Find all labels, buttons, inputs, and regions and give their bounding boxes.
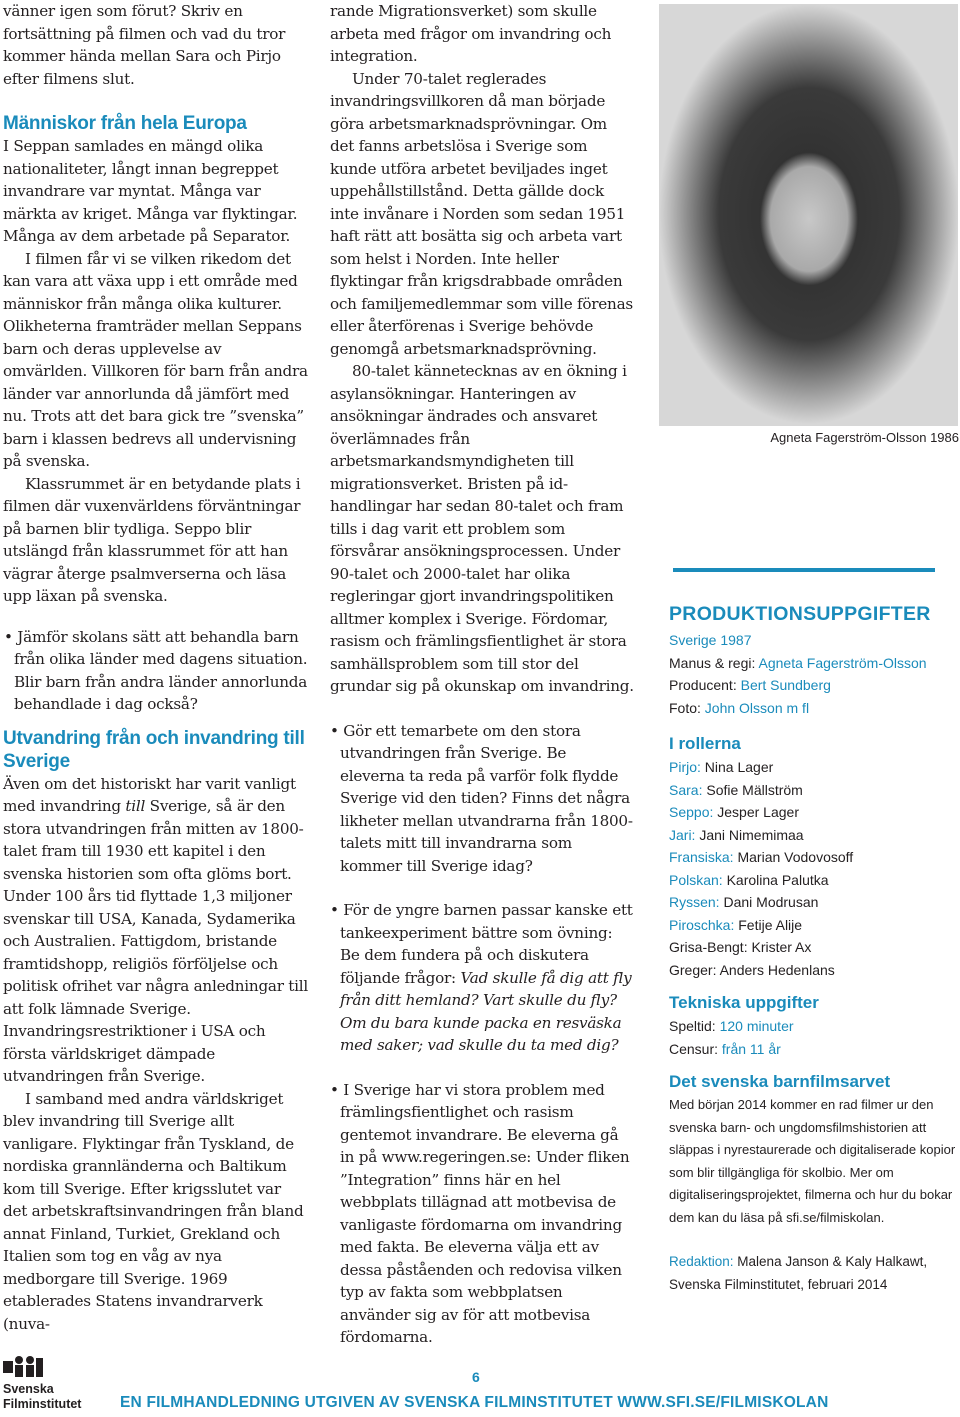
logo-line: Filminstitutet bbox=[3, 1397, 82, 1411]
cast-line: Polskan: Karolina Palutka bbox=[669, 871, 829, 888]
cast-line: Greger: Anders Hedenlans bbox=[669, 961, 835, 978]
paragraph: Klassrummet är en betydande plats i filmen där vuxenvärldens förväntningar på barnen blir tydliga. Seppo blir utslängd från klassrummet för att han vägrar återge psalmverserna och läsa upp läxan på svenska. bbox=[3, 474, 301, 605]
cast-heading: I rollerna bbox=[669, 734, 741, 753]
logo-mark-icon bbox=[3, 1355, 43, 1379]
paragraph: I filmen får vi se vilken rikedom det kan vara att växa upp i ett område med människor från många olika kulturer. Olikheterna framträder mellan Seppans barn och deras upplevelse av omvärlden. Villkoren för barn från andra länder var annorlunda då jämfört med nu. Trots att det bara gick tre ”svenska” barn i klassen bedrevs all undervisning på svenska. bbox=[3, 249, 308, 470]
archive-text: Med början 2014 kommer en rad filmer ur den svenska barn- och ungdomsfilmshistorien att släppas i nyrestaurerade och digitaliserade kopior som blir tillgängliga för skolbio. Mer om digitaliseringsprojektet, filmerna och hur du bokar dem kan du läsa på sfi.se/filmiskolan. bbox=[669, 1097, 956, 1225]
cast-line: Jari: Jani Nimemimaa bbox=[669, 826, 804, 843]
column-2 bbox=[330, 0, 635, 1349]
production-details bbox=[669, 629, 959, 1296]
technical-line: Censur: från 11 år bbox=[669, 1040, 781, 1057]
production-line: Manus & regi: Agneta Fagerström-Olsson bbox=[669, 654, 927, 671]
cast-line: Fransiska: Marian Vodovosoff bbox=[669, 849, 854, 865]
paragraph: I Seppan samlades en mängd olika nationaliteter, långt innan begreppet invandrare var myntat. Många var märkta av kriget. Många var flyktingar. Många av dem arbetade på Separator. bbox=[3, 137, 298, 245]
paragraph: I samband med andra världskriget blev invandring till Sverige allt vanligare. Flyktingar från Tyskland, de nordiska grannländerna och Baltikum kom till Sverige. Efter krigsslutet var det arbetskraftsinvandringen från bland annat Finland, Turkiet, Grekland och Italien som tog en våg av nya medborgare till Sverige. 1969 etablerades Statens invandrarverk (nuva- bbox=[3, 1089, 304, 1333]
discussion-bullet: • I Sverige har vi stora problem med främlingsfientlighet och rasism gentemot invandrare. Be eleverna gå in på www.regeringen.se: Under fliken ”Integration” finns här en hel webbplats tillägnad att motbevisa de vanligaste fördomarna om invandring med fakta. Be eleverna välja ett av dessa påståenden och redovisa vilken typ av fakta som webbplatsen använder sig av för att motbevisa fördomarna. bbox=[330, 1079, 635, 1349]
cast-line: Pirjo: Nina Lager bbox=[669, 759, 774, 775]
column-1 bbox=[3, 0, 308, 1335]
section-heading-europa: Människor från hela Europa bbox=[3, 113, 247, 134]
portrait-photo bbox=[659, 4, 958, 426]
discussion-bullet: • Gör ett temarbete om den stora utvandringen från Sverige. Be eleverna ta reda på varför folk flydde Sverige vid den tiden? Finns det några likheter mellan utvandrarna från 1800-talets mitt till invandrarna som kommer till Sverige idag? bbox=[330, 720, 635, 878]
editorial-credit: Redaktion: Malena Janson & Kaly Halkawt, bbox=[669, 1254, 928, 1269]
logo-text bbox=[3, 1382, 113, 1412]
page-number: 6 bbox=[472, 1369, 480, 1385]
discussion-bullet: • Jämför skolans sätt att behandla barn från olika länder med dagens situation. Blir barn från andra länder annorlunda behandlade i dag också? bbox=[3, 626, 308, 716]
technical-line: Speltid: 120 minuter bbox=[669, 1018, 794, 1034]
paragraph: Även om det historiskt har varit vanligt med invandring till Sverige, så är den stora utvandringen från mitten av 1800-talet fram till 1930 ett kapitel i den svenska historien som ofta glöms bort. Under 100 års tid flyttade 1,3 miljoner svenskar till USA, Kanada, Sydamerika och Australien. Fattigdom, bristande framtidshopp, religiös förföljelse och politisk ofrihet var några anledningar till att folk lämnade Sverige. Invandringsrestriktioner i USA och första världskriget dämpade utvandringen från Sverige. bbox=[3, 774, 308, 1085]
archive-heading: Det svenska barnfilmsarvet bbox=[669, 1072, 891, 1091]
logo-line: Svenska bbox=[3, 1382, 54, 1396]
paragraph: rande Migrationsverket) som skulle arbeta med frågor om invandring och integration. bbox=[330, 2, 612, 65]
production-line: Foto: John Olsson m fl bbox=[669, 699, 810, 716]
production-line: Producent: Bert Sundberg bbox=[669, 677, 831, 693]
cast-line: Sara: Sofie Mällström bbox=[669, 781, 803, 798]
paragraph: Under 70-talet reglerades invandringsvillkoren då man började göra arbetsmarknadsprövningar. Om det fanns arbetslösa i Sverige som kunde utföra arbetet beviljades inget uppehållstillstånd. Detta gällde dock inte invånare i Norden som sedan 1951 haft rätt att bosätta sig och arbeta vart som helst i Norden. Inte heller flyktingar från krigsdrabbade områden och familjemedlemmar som ville förenas eller återförenas i Sverige behövde genomgå arbetsmarknadsprövning. bbox=[330, 69, 633, 358]
production-line: Sverige 1987 bbox=[669, 632, 752, 648]
divider bbox=[673, 568, 935, 572]
paragraph: 80-talet kännetecknas av en ökning i asylansökningar. Hanteringen av ansökningar ändrades och ansvaret överlämnades från arbetsmarkandsmyndigheten till migrationsverket. Bristen på id-handlingar har sedan 80-talet och fram tills i dag varit ett problem som försvårar ansökningsprocessen. Under 90-talet och 2000-talet har olika regleringar gjort invandringspolitiken alltmer komplex i Sverige. Fördomar, rasism och främlingsfientlighet är stora samhällsproblem som till stor del grundar sig på okunskap om invandring. bbox=[330, 362, 634, 695]
production-details-heading: PRODUKTIONSUPPGIFTER bbox=[669, 603, 931, 625]
svenska-filminstitutet-logo bbox=[3, 1355, 113, 1415]
cast-line: Grisa-Bengt: Krister Ax bbox=[669, 939, 812, 955]
photo-caption: Agneta Fagerström-Olsson 1986 bbox=[770, 430, 959, 445]
production-lines bbox=[669, 629, 959, 719]
discussion-bullet: • För de yngre barnen passar kanske ett tankeexperiment bättre som övning: Be dem fundera på och diskutera följande frågor: Vad skulle få dig att fly från ditt hemland? Vart skulle du fly? Om du bara kunde packa en resväska med saker; vad skulle du ta med dig? bbox=[330, 899, 635, 1057]
paragraph: vänner igen som förut? Skriv en fortsättning på filmen och vad du tror kommer hända mellan Sara och Pirjo efter filmens slut. bbox=[3, 2, 286, 88]
cast-line: Piroschka: Fetije Alije bbox=[669, 916, 803, 933]
cast-line: Seppo: Jesper Lager bbox=[669, 804, 799, 820]
editorial-credit-line2: Svenska Filminstitutet, februari 2014 bbox=[669, 1276, 888, 1292]
section-heading-utvandring: Utvandring från och invandring till Sverige bbox=[3, 727, 305, 772]
footer-text: EN FILMHANDLEDNING UTGIVEN AV SVENSKA FILMINSTITUTET WWW.SFI.SE/FILMISKOLAN bbox=[120, 1394, 829, 1411]
cast-line: Ryssen: Dani Modrusan bbox=[669, 894, 819, 910]
cast-list bbox=[669, 756, 959, 981]
technical-heading: Tekniska uppgifter bbox=[669, 993, 819, 1012]
